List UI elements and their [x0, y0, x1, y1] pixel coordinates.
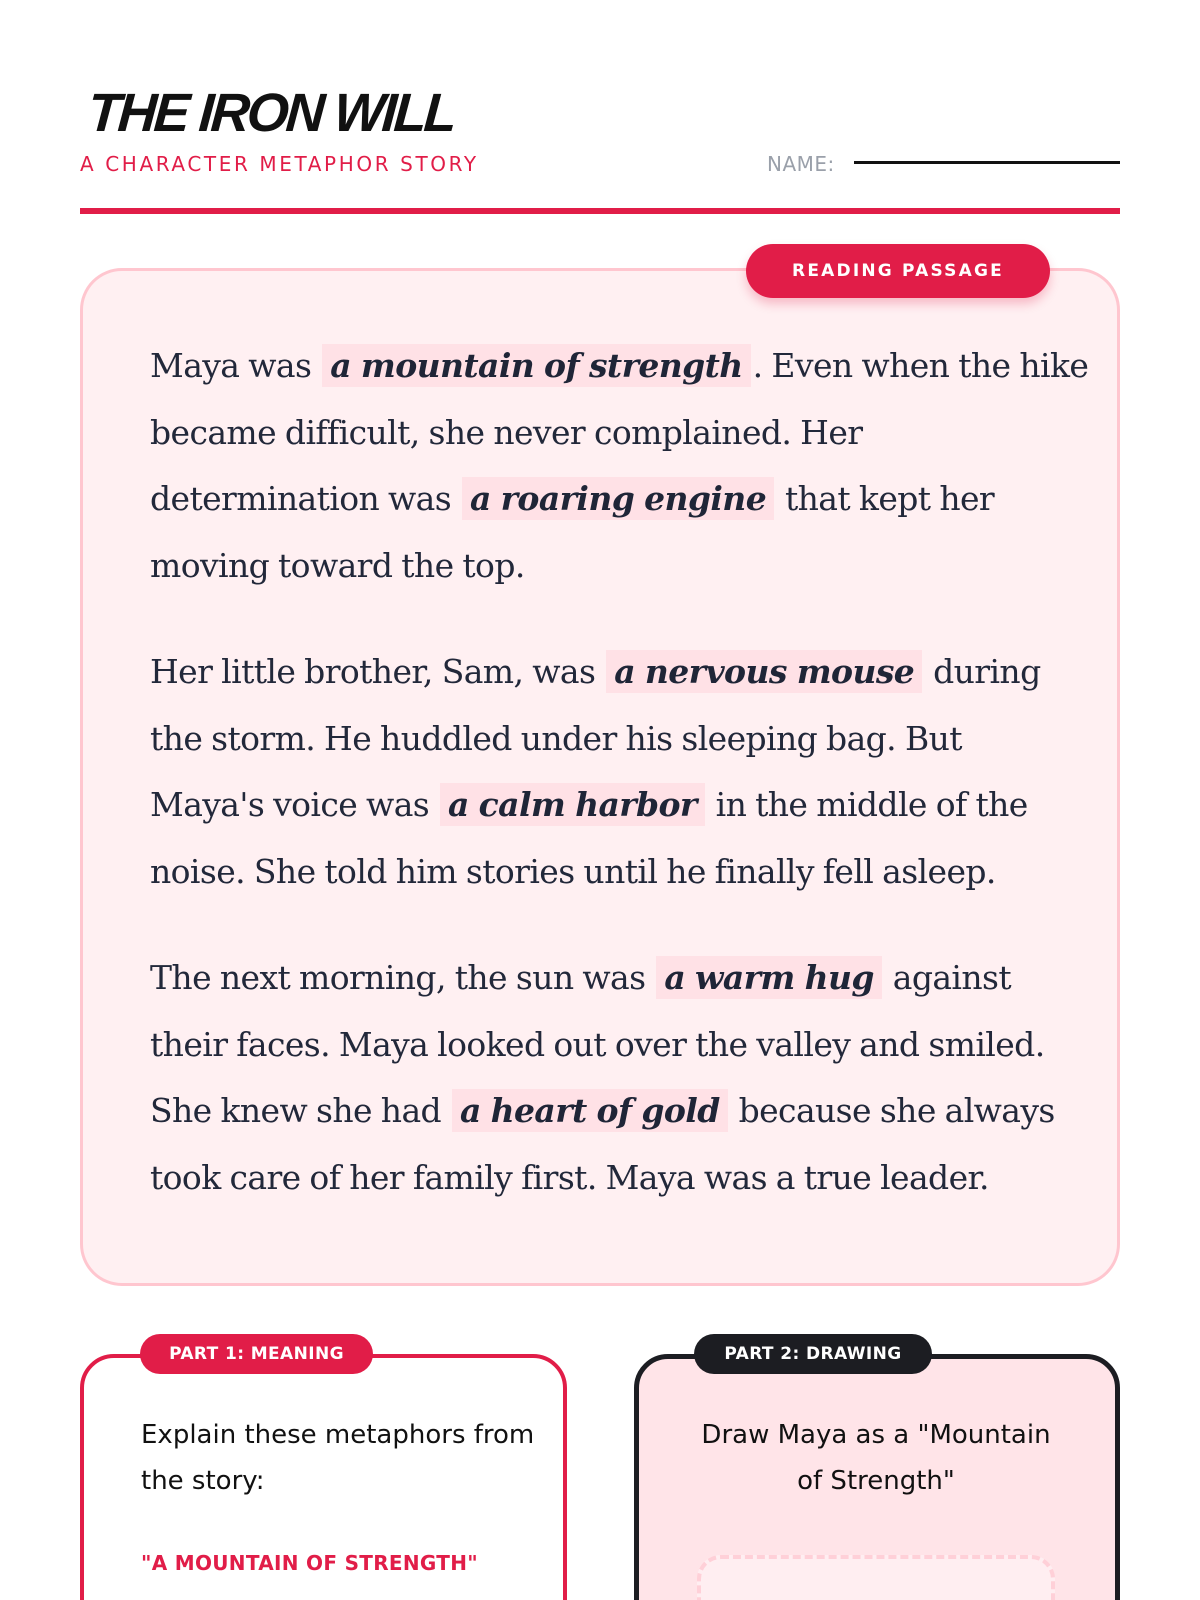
passage-line: the storm. He huddled under his sleeping bag. But — [150, 718, 962, 758]
name-write-line[interactable] — [854, 161, 1120, 164]
passage-paragraph — [150, 945, 1075, 1211]
passage-text: Her little brother, Sam, was — [150, 652, 605, 691]
part2-tab: PART 2: DRAWING — [694, 1334, 932, 1374]
part1-tab: PART 1: MEANING — [140, 1334, 373, 1374]
name-label: NAME: — [767, 152, 835, 176]
part1-metaphor-item: "A MOUNTAIN OF STRENGTH" — [141, 1551, 478, 1575]
part2-prompt: Draw Maya as a "Mountain of Strength" — [701, 1420, 1051, 1496]
passage-line — [150, 652, 1041, 691]
passage-line — [150, 346, 1088, 385]
passage-text: during — [924, 652, 1041, 691]
passage-text: The next morning, the sun was — [150, 958, 655, 997]
reading-passage-card — [80, 268, 1120, 1286]
drawing-area[interactable] — [697, 1555, 1055, 1600]
passage-text: determination was — [150, 479, 460, 518]
passage-line: moving toward the top. — [150, 545, 525, 585]
worksheet-header — [80, 80, 1120, 214]
passage-text: Maya's voice was — [150, 785, 438, 824]
passage-text: in the middle of the — [706, 785, 1028, 824]
passage-paragraph — [150, 333, 1089, 599]
metaphor-highlight: a roaring engine — [462, 477, 774, 520]
passage-text: because she always — [729, 1091, 1055, 1130]
passage-line — [150, 958, 1011, 997]
passage-line — [150, 479, 994, 518]
passage-line: became difficult, she never complained. Her — [150, 412, 863, 452]
worksheet-subtitle: A CHARACTER METAPHOR STORY — [80, 152, 479, 176]
metaphor-highlight: a mountain of strength — [322, 344, 750, 387]
passage-text: Maya was — [150, 346, 321, 385]
passage-text: against — [883, 958, 1012, 997]
part1-prompt: Explain these metaphors from the story: — [141, 1420, 535, 1496]
passage-text: that kept her — [776, 479, 995, 518]
passage-body — [150, 333, 1089, 1251]
passage-paragraph — [150, 639, 1075, 905]
passage-line — [150, 1091, 1055, 1130]
passage-line: noise. She told him stories until he finally fell asleep. — [150, 851, 996, 891]
passage-text: . Even when the hike — [752, 346, 1089, 385]
metaphor-highlight: a nervous mouse — [606, 650, 922, 693]
passage-line — [150, 785, 1028, 824]
passage-line: their faces. Maya looked out over the valley and smiled. — [150, 1024, 1045, 1064]
header-divider — [80, 208, 1120, 214]
reading-passage-tab: READING PASSAGE — [746, 244, 1050, 298]
metaphor-highlight: a calm harbor — [440, 783, 705, 826]
metaphor-highlight: a heart of gold — [452, 1089, 728, 1132]
passage-text: She knew she had — [150, 1091, 450, 1130]
passage-line: took care of her family first. Maya was a true leader. — [150, 1157, 989, 1197]
metaphor-highlight: a warm hug — [656, 956, 882, 999]
worksheet-title: THE IRON WILL — [85, 83, 457, 143]
